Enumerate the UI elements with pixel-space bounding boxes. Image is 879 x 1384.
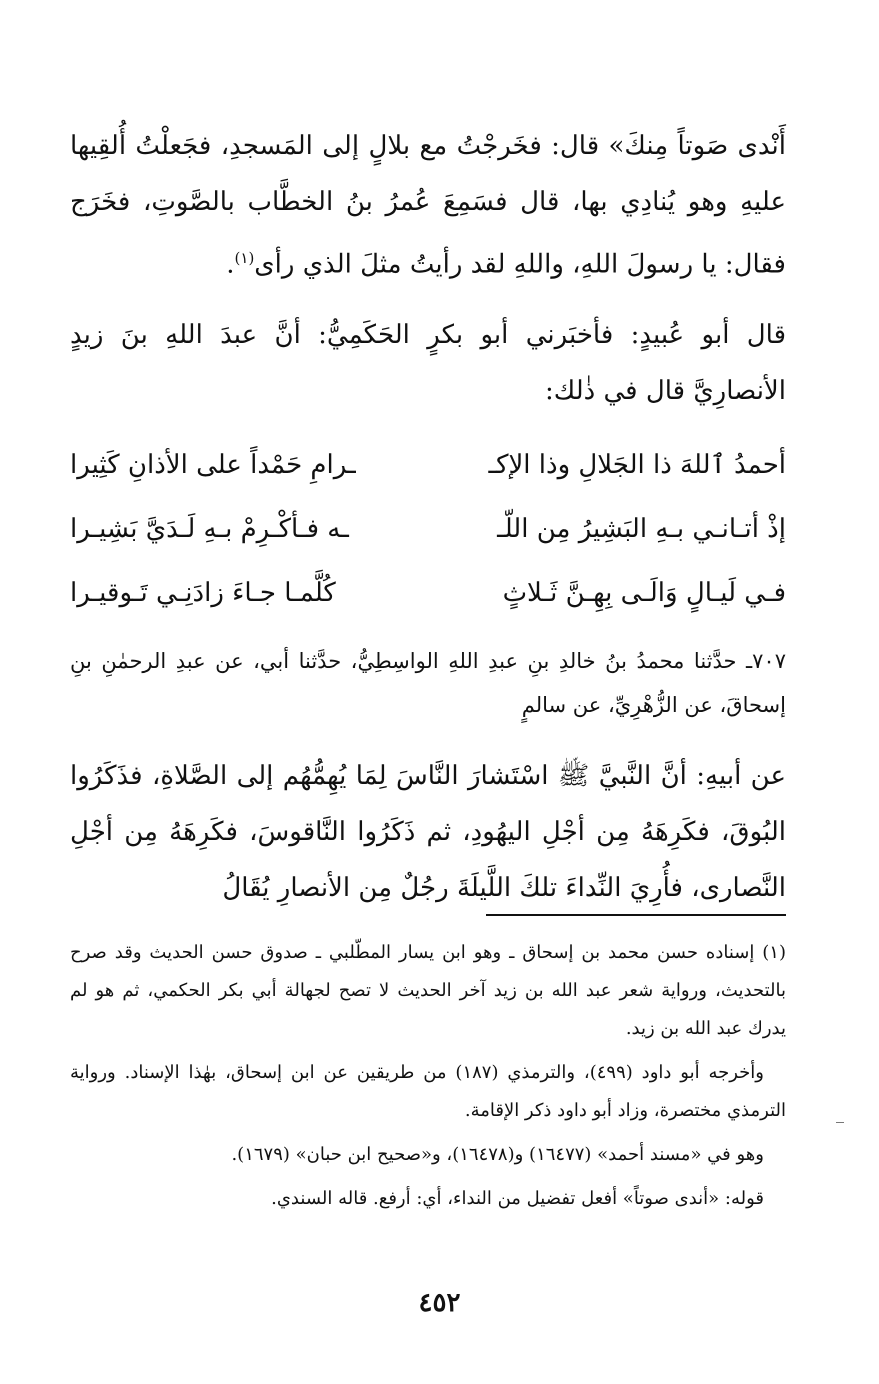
verse-second-hemistich: كُلَّمـا جـاءَ زادَنِـي تَـوقيـرا <box>70 577 336 608</box>
footnote-1: (١) إسناده حسن محمد بن إسحاق ـ وهو ابن يسار المطّلبي ـ صدوق حسن الحديث وقد صرح بالتحديث، ورواية شعر عبد الله بن زيد آخر الحديث لا تصح لجهالة أبي بكر الحكمي، ثم هو لم يدرك عبد الله بن زيد. <box>70 942 786 1039</box>
poem-verse <box>70 433 786 497</box>
footnote-separator <box>486 914 786 916</box>
verse-first-hemistich: فـي لَيـالٍ وَالَـى بِهِـنَّ ثَـلاثٍ <box>502 577 786 608</box>
page-number: ٤٥٢ <box>418 1288 461 1318</box>
footnote-3: وهو في «مسند أحمد» (١٦٤٧٧) و(١٦٤٧٨)، و«صحيح ابن حبان» (١٦٧٩). <box>231 1144 764 1165</box>
paragraph-1-end: . <box>226 249 235 280</box>
verse-first-hemistich: إذْ أتـانـي بـهِ البَشِيرُ مِن اللّـ <box>497 513 786 544</box>
hadith-707-chain: ٧٠٧ـ حدَّثنا محمدُ بنُ خالدِ بنِ عبدِ اللهِ الواسِطِيُّ، حدَّثنا أبي، عن عبدِ الرحمٰنِ بنِ إسحاقَ، عن الزُّهْرِيِّ، عن سالمٍ <box>70 648 786 717</box>
footnote-2: وأخرجه أبو داود (٤٩٩)، والترمذي (١٨٧) من طريقين عن ابن إسحاق، بهٰذا الإسناد. ورواية الترمذي مختصرة، وزاد أبو داود ذكر الإقامة. <box>70 1062 786 1121</box>
footnotes <box>70 934 786 1224</box>
paragraph-1 <box>70 118 786 293</box>
paragraph-3: عن أبيهِ: أنَّ النَّبيَّ ﷺ اسْتَشارَ النَّاسَ لِمَا يُهِمُّهُم إلى الصَّلاةِ، فذَكَرُوا البُوقَ، فكَرِهَهُ مِن أجْلِ اليهُودِ، ثم ذَكَرُوا النَّاقوسَ، فكَرِهَهُ مِن أجْلِ النَّصارى، فأُرِيَ النِّداءَ تلكَ اللَّيلَةَ رجُلٌ مِن الأنصارِ يُقَالُ <box>70 760 786 903</box>
main-text <box>70 118 786 916</box>
footnote-4: قوله: «أندى صوتاً» أفعل تفضيل من النداء، أي: أرفع. قاله السندي. <box>271 1188 764 1209</box>
verse-first-hemistich: أحمدُ ٱللهَ ذا الجَلالِ وذا الإكـ <box>488 449 786 480</box>
verse-second-hemistich: ـرامِ حَمْداً على الأذانِ كَثِيرا <box>70 449 356 480</box>
footnote-ref-1: (١) <box>234 249 255 267</box>
poem-verse <box>70 561 786 625</box>
paragraph-2: قال أبو عُبيدٍ: فأخبَرني أبو بكرٍ الحَكَمِيُّ: أنَّ عبدَ اللهِ بنَ زيدٍ الأنصارِيَّ قال في ذٰلك: <box>70 319 786 406</box>
paragraph-1-text: أَنْدى صَوتاً مِنكَ» قال: فخَرجْتُ مع بلالٍ إلى المَسجدِ، فجَعلْتُ أُلقِيها عليهِ وهو يُنادِي بها، قال فسَمِعَ عُمرُ بنُ الخطَّاب بالصَّوتِ، فخَرَج فقال: يا رسولَ اللهِ، واللهِ لقد رأيتُ مثلَ الذي رأى <box>70 131 786 280</box>
verse-second-hemistich: ـه فـأكْـرِمْ بـهِ لَـدَيَّ بَشِيـرا <box>70 513 349 544</box>
margin-mark <box>836 1122 844 1123</box>
poem <box>70 433 786 625</box>
poem-verse <box>70 497 786 561</box>
